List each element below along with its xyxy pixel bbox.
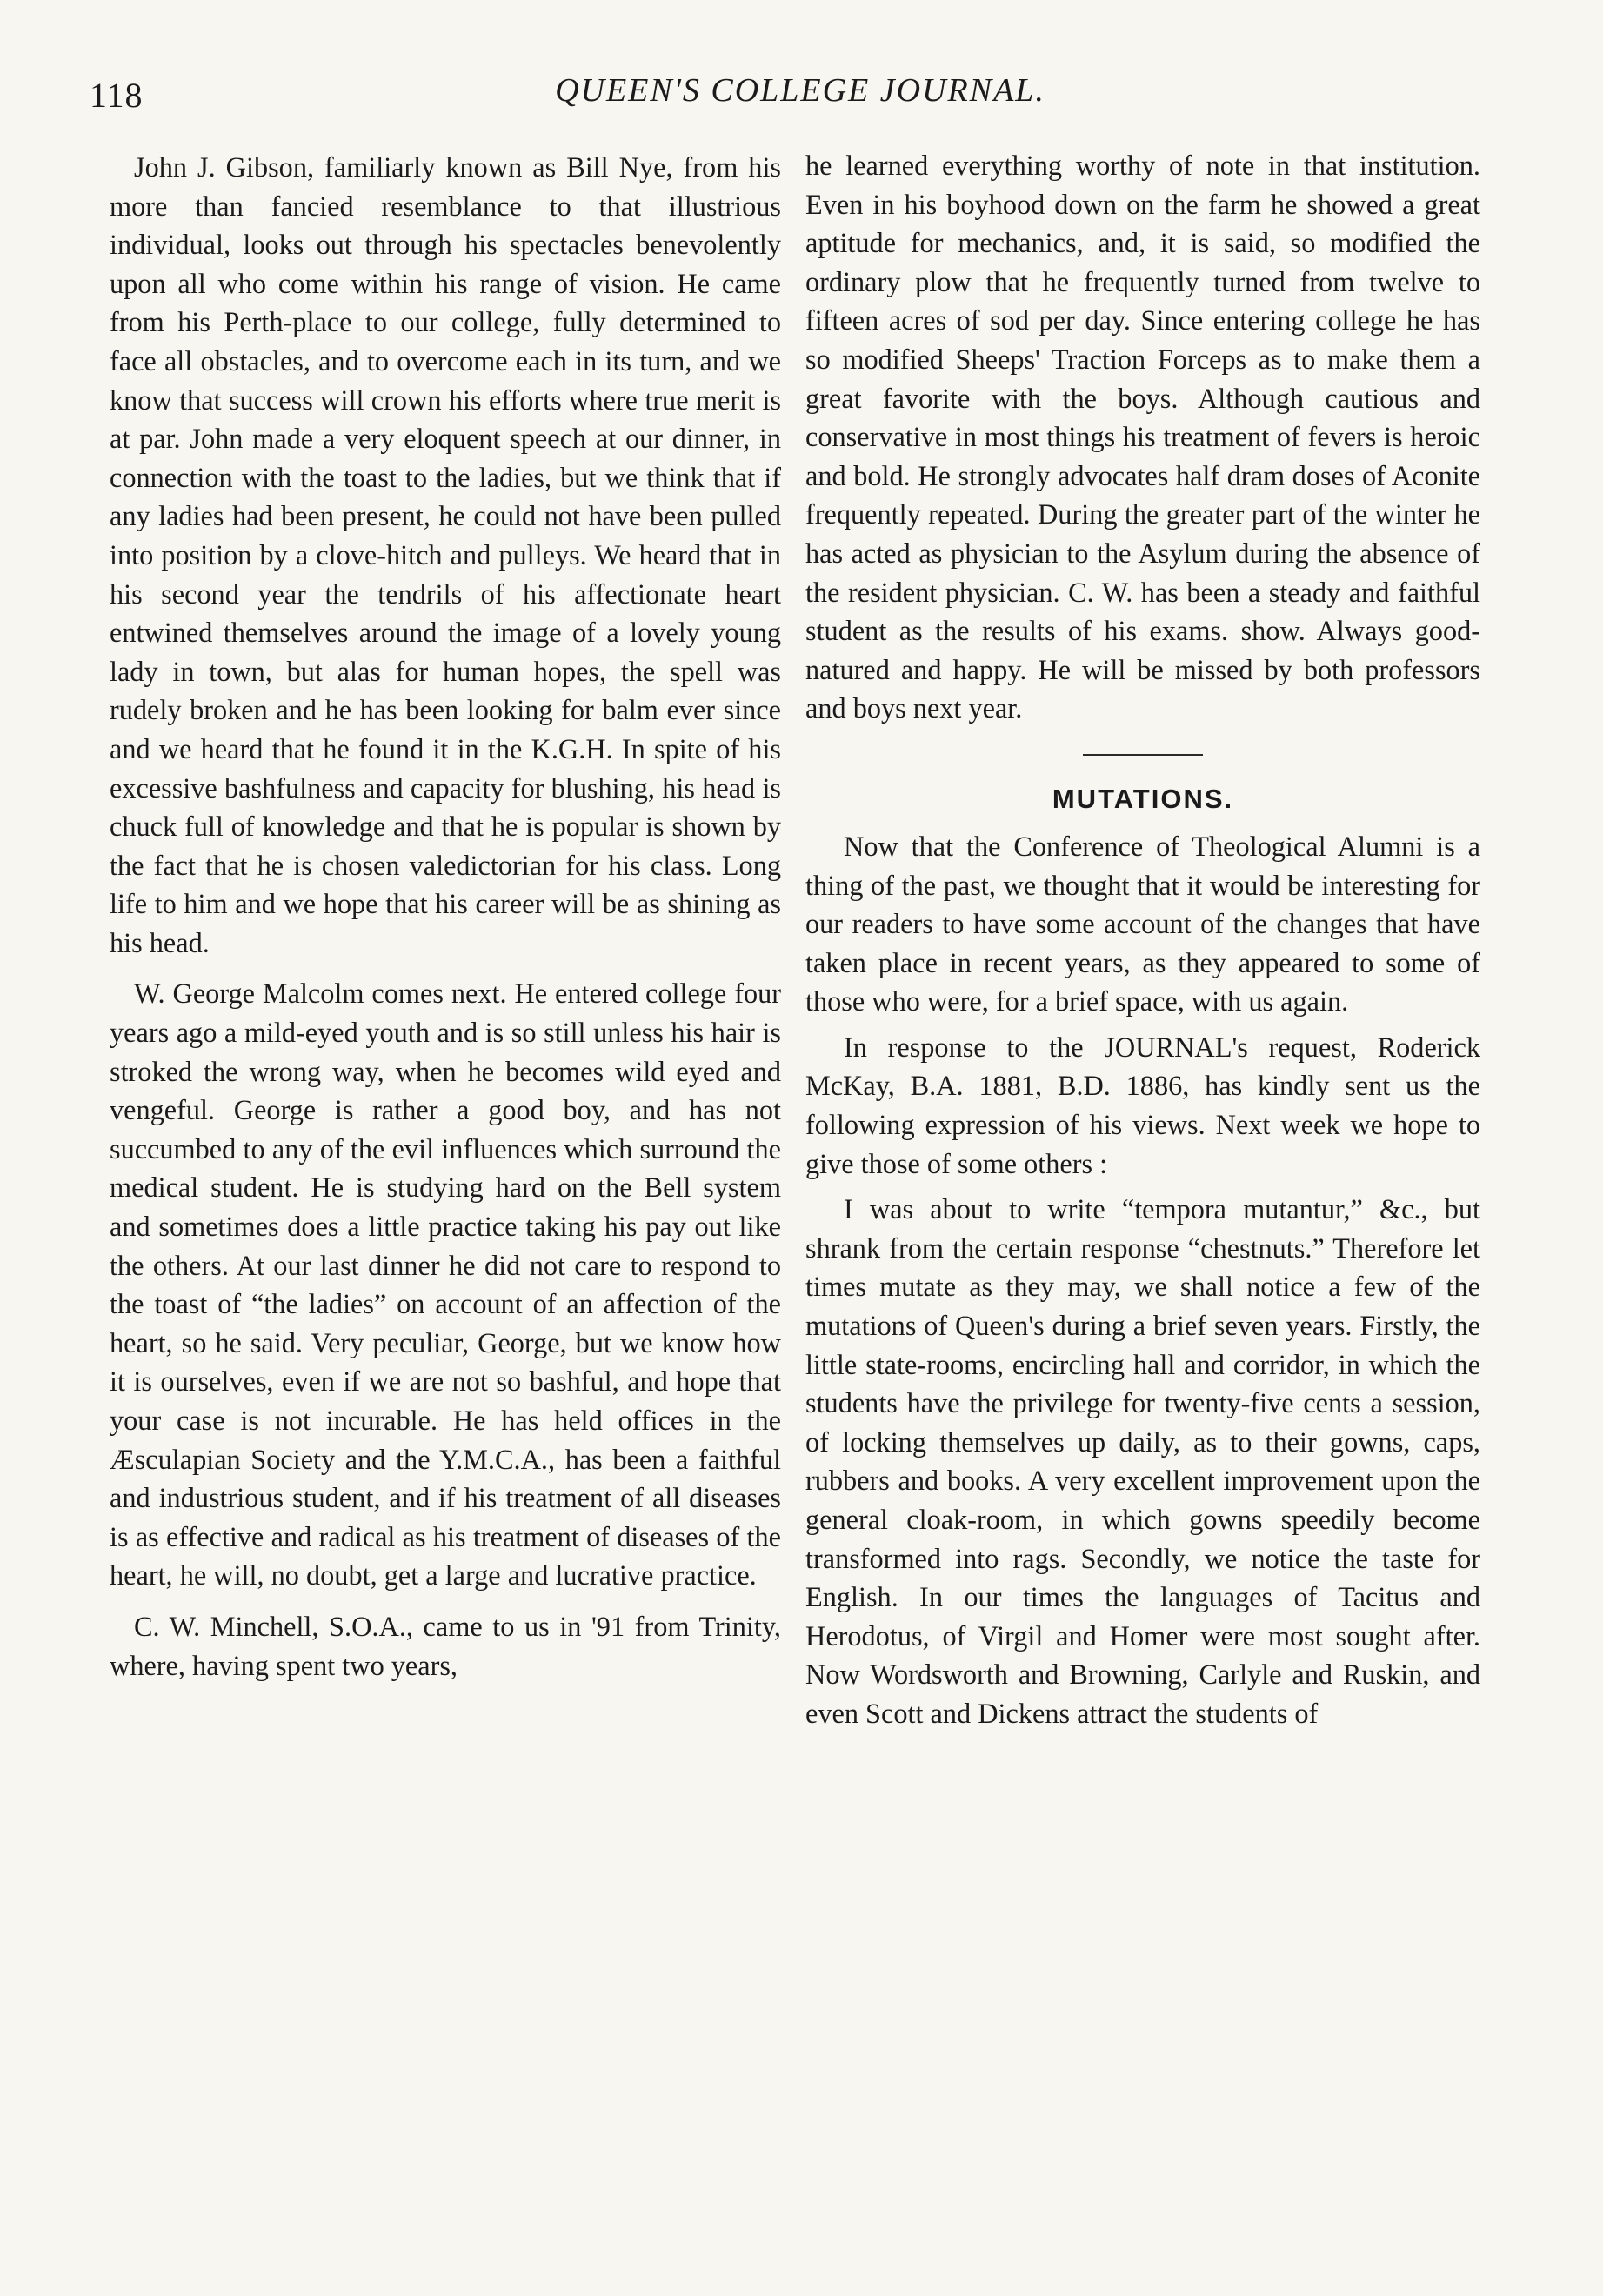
left-column xyxy=(110,148,781,1685)
section-divider xyxy=(1083,754,1203,756)
mutations-intro-paragraph: Now that the Conference of Theological Alumni is a thing of the past, we thought that it would be interesting for our readers to have some account of the changes that have taken place in recent years, as they appeared to some of those who were, for a brief space, with us again. xyxy=(805,830,1480,1018)
mutations-letter-paragraph: I was about to write “tempora mutantur,” &c., but shrank from the certain response “chestnuts.” Therefore let times mutate as they may, we shall notice a few of the mutations of Queen's during a brief seven years. Firstly, the little state-rooms, encircling hall and corridor, in which the students have the privilege for twenty-five cents a session, of locking themselves up daily, as to their gowns, caps, rubbers and books. A very excellent improvement upon the general cloak-room, in which gowns speedily become transformed into rags. Secondly, we notice the taste for English. In our times the languages of Tacitus and Herodotus, of Virgil and Homer were most sought after. Now Wordsworth and Browning, Carlyle and Ruskin, and even Scott and Dickens attract the students of xyxy=(805,1193,1480,1729)
malcolm-paragraph: W. George Malcolm comes next. He entered college four years ago a mild-eyed youth and is so still unless his hair is stroked the wrong way, when he becomes wild eyed and vengeful. George is rather a good boy, and has not succumbed to any of the evil influences which surround the medical student. He is studying hard on the Bell system and sometimes does a little practice taking his pay out like the others. At our last dinner he did not care to respond to the toast of “the ladies” on account of an affection of the heart, so he said. Very peculiar, George, but we know how it is ourselves, even if we are not so bashful, and hope that your case is not incurable. He has held offices in the Æsculapian Society and the Y.M.C.A., has been a faithful and industrious student, and if his treatment of all diseases is as effective and radical as his treatment of diseases of the heart, he will, no doubt, get a large and lucrative practice. xyxy=(110,978,781,1592)
minchell-continuation: he learned everything worthy of note in that institution. Even in his boyhood down on the farm he showed a great aptitude for mechanics, and, it is said, so modified the ordinary plow that he frequently turned from twelve to fifteen acres of sod per day. Since entering college he has so modified Sheeps' Traction Forceps as to make them a great favorite with the boys. Although cautious and conservative in most things his treatment of fevers is heroic and bold. He strongly advocates half dram doses of Aconite frequently repeated. During the greater part of the winter he has acted as physician to the Asylum during the absence of the resident physician. C. W. has been a steady and faithful student as the results of his exams. show. Always good-natured and happy. He will be missed by both professors and boys next year. xyxy=(805,150,1480,724)
minchell-paragraph: C. W. Minchell, S.O.A., came to us in '91 from Trinity, where, having spent two years, xyxy=(110,1610,781,1681)
page-number: 118 xyxy=(90,76,144,115)
gibson-paragraph: John J. Gibson, familiarly known as Bill Nye, from his more than fancied resemblance to that illustrious individual, looks out through his spectacles benevolently upon all who come within his range of vision. He came from his Perth-place to our college, fully determined to face all obstacles, and to overcome each in its turn, and we know that success will crown his efforts where true merit is at par. John made a very eloquent speech at our dinner, in connection with the toast to the ladies, but we think that if any ladies had been present, he could not have been pulled into position by a clove-hitch and pulleys. We heard that in his second year the tendrils of his affectionate heart entwined themselves around the image of a lovely young lady in town, but alas for human hopes, the spell was rudely broken and he has been looking for balm ever since and we heard that he found it in the K.G.H. In spite of his excessive bashfulness and capacity for blushing, his head is chuck full of knowledge and that he is popular is shown by the fact that he is chosen valedictorian for his class. Long life to him and we hope that his career will be as shining as his head. xyxy=(110,151,781,958)
right-column xyxy=(805,146,1480,1733)
section-heading: MUTATIONS. xyxy=(1052,783,1234,814)
mutations-section xyxy=(805,827,1480,1733)
journal-title: QUEEN'S COLLEGE JOURNAL. xyxy=(555,72,1045,109)
page-header xyxy=(0,0,1603,130)
mutations-response-paragraph: In response to the JOURNAL's request, Roderick McKay, B.A. 1881, B.D. 1886, has kindly sent us the following expression of his views. Next week we hope to give those of some others : xyxy=(805,1031,1480,1179)
